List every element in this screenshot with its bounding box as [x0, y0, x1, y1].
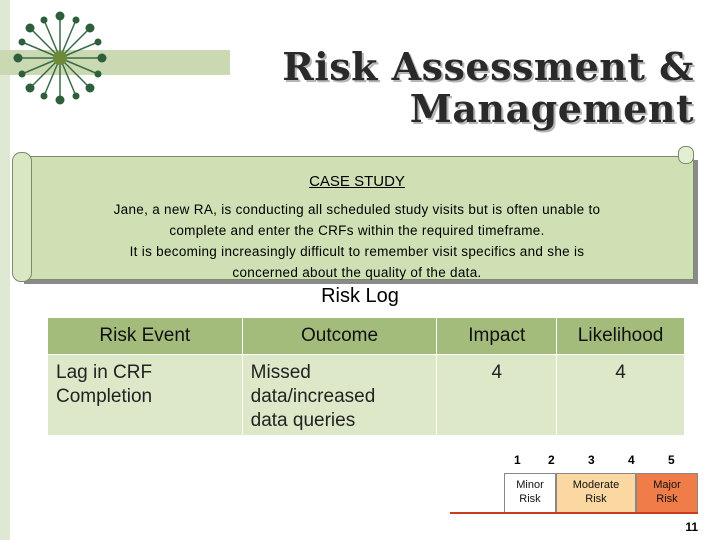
scale-number: 3	[588, 453, 595, 467]
case-study-text	[61, 199, 653, 283]
scale-boxes	[504, 473, 698, 513]
scale-minor-risk: Minor Risk	[504, 473, 556, 513]
footer-accent-line	[450, 512, 698, 514]
risk-log-title: Risk Log	[321, 285, 399, 307]
scroll-curl-right	[678, 146, 694, 164]
page-number: 11	[685, 520, 698, 534]
scroll-body	[20, 156, 694, 280]
cell-outcome: Missed data/increased data queries	[242, 355, 437, 436]
scale-number: 1	[514, 453, 521, 467]
risk-log-table	[47, 317, 685, 436]
scale-moderate-risk: Moderate Risk	[556, 473, 636, 513]
scroll-curl-left	[12, 152, 32, 282]
title-line-2: Management	[409, 86, 694, 131]
header-impact: Impact	[437, 318, 557, 355]
risk-scale	[504, 453, 698, 505]
table-row	[48, 355, 685, 436]
cell-impact: 4	[437, 355, 557, 436]
case-study-heading: CASE STUDY	[309, 173, 405, 190]
case-line: concerned about the quality of the data.	[232, 265, 482, 280]
cell-risk-event: Lag in CRF Completion	[48, 355, 243, 436]
case-line: complete and enter the CRFs within the required timeframe.	[169, 223, 545, 238]
scale-number: 5	[668, 453, 675, 467]
header-likelihood: Likelihood	[557, 318, 685, 355]
title-line-1: Risk Assessment &	[282, 44, 694, 89]
left-decor-bar	[0, 0, 10, 540]
case-line: It is becoming increasingly difficult to remember visit specifics and she is	[129, 244, 585, 259]
case-study-scroll	[12, 148, 698, 294]
starburst-logo-icon	[10, 8, 110, 108]
scale-numbers	[504, 453, 698, 473]
scale-number: 2	[548, 453, 555, 467]
scale-number: 4	[628, 453, 635, 467]
table-header-row	[48, 318, 685, 355]
case-line: Jane, a new RA, is conducting all scheduled study visits but is often unable to	[113, 202, 601, 217]
scale-major-risk: Major Risk	[636, 473, 698, 513]
header-risk-event: Risk Event	[48, 318, 243, 355]
slide-title	[282, 46, 694, 130]
header-outcome: Outcome	[242, 318, 437, 355]
cell-likelihood: 4	[557, 355, 685, 436]
